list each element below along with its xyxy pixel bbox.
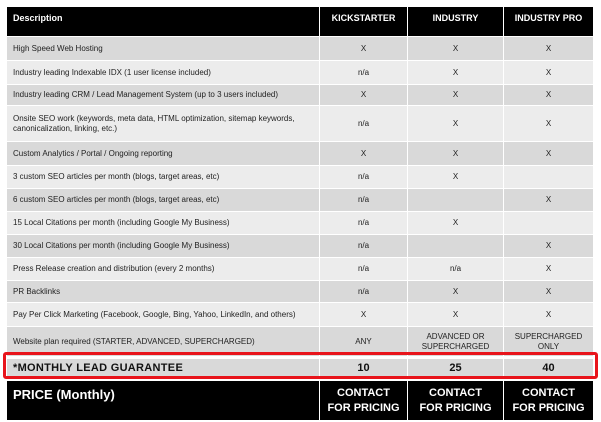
feature-value: X [408,303,504,327]
feature-value: X [320,142,408,166]
feature-label: Onsite SEO work (keywords, meta data, HTML optimization, sitemap keywords, canonicalization, linking, etc.) [7,106,320,142]
feature-label: 30 Local Citations per month (including Google My Business) [7,235,320,258]
feature-value: n/a [320,258,408,281]
contact-line: CONTACT [429,387,482,400]
lead-guarantee-industry-pro: 40 [504,359,594,379]
feature-value: n/a [320,106,408,142]
header-description: Description [7,7,320,37]
feature-value: n/a [320,61,408,85]
feature-value [408,235,504,258]
feature-value: n/a [320,212,408,235]
feature-value: n/a [320,235,408,258]
feature-value: X [408,37,504,61]
contact-line: CONTACT [522,387,575,400]
feature-value: X [320,85,408,106]
price-label: PRICE (Monthly) [7,381,320,421]
header-plan-industry-pro: INDUSTRY PRO [504,7,594,37]
feature-label: Press Release creation and distribution (every 2 months) [7,258,320,281]
pricing-line: FOR PRICING [419,401,492,414]
feature-value: ANY [320,327,408,357]
feature-value: X [504,85,594,106]
feature-value [408,189,504,212]
pricing-table [7,7,594,421]
feature-label: 15 Local Citations per month (including Google My Business) [7,212,320,235]
feature-value: n/a [408,258,504,281]
feature-value: X [408,142,504,166]
feature-value: X [320,303,408,327]
feature-value: n/a [320,166,408,189]
feature-value: X [408,166,504,189]
feature-value: n/a [320,189,408,212]
pricing-line: FOR PRICING [327,401,400,414]
feature-value: X [504,281,594,303]
feature-label: Pay Per Click Marketing (Facebook, Google, Bing, Yahoo, LinkedIn, and others) [7,303,320,327]
feature-label: Industry leading Indexable IDX (1 user license included) [7,61,320,85]
lead-guarantee-kickstarter: 10 [320,359,408,379]
feature-value: X [504,61,594,85]
feature-value: X [504,37,594,61]
feature-value: X [320,37,408,61]
feature-value: n/a [320,281,408,303]
feature-value: X [408,106,504,142]
feature-value: X [504,258,594,281]
feature-label: High Speed Web Hosting [7,37,320,61]
price-kickstarter [320,381,408,421]
feature-value: X [408,61,504,85]
lead-guarantee-industry: 25 [408,359,504,379]
feature-label: Website plan required (STARTER, ADVANCED, SUPERCHARGED) [7,327,320,357]
feature-value: X [504,106,594,142]
feature-label: Custom Analytics / Portal / Ongoing reporting [7,142,320,166]
pricing-line: FOR PRICING [512,401,585,414]
header-plan-industry: INDUSTRY [408,7,504,37]
feature-value [504,166,594,189]
contact-line: CONTACT [337,387,390,400]
feature-value: X [504,303,594,327]
feature-value: X [408,281,504,303]
price-industry [408,381,504,421]
feature-value: X [504,142,594,166]
feature-value: SUPERCHARGED ONLY [504,327,594,357]
header-plan-kickstarter: KICKSTARTER [320,7,408,37]
price-industry-pro [504,381,594,421]
feature-value: X [408,85,504,106]
feature-label: 3 custom SEO articles per month (blogs, target areas, etc) [7,166,320,189]
feature-label: Industry leading CRM / Lead Management System (up to 3 users included) [7,85,320,106]
feature-value: X [504,189,594,212]
lead-guarantee-label: *MONTHLY LEAD GUARANTEE [7,359,320,379]
feature-label: PR Backlinks [7,281,320,303]
feature-value: X [408,212,504,235]
feature-value [504,212,594,235]
feature-value: X [504,235,594,258]
feature-value: ADVANCED OR SUPERCHARGED [408,327,504,357]
feature-label: 6 custom SEO articles per month (blogs, target areas, etc) [7,189,320,212]
